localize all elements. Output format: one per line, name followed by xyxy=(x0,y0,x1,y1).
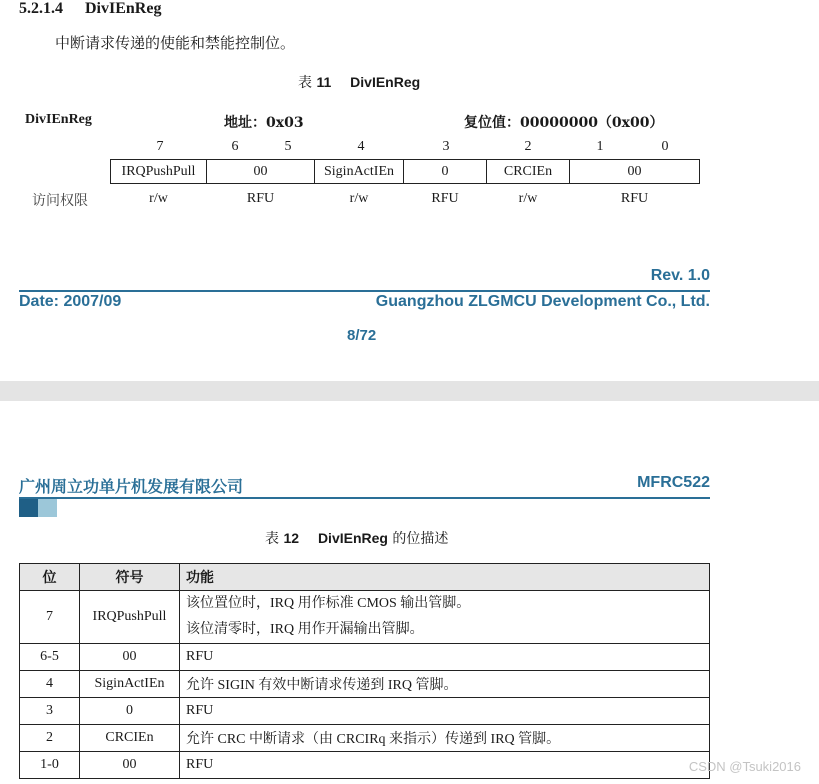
caption-name: DivIEnReg xyxy=(317,530,388,546)
table11-caption xyxy=(298,72,420,92)
function-line: 该位置位时，IRQ 用作标准 CMOS 输出管脚。 xyxy=(186,596,471,611)
table-row xyxy=(20,591,710,644)
bit-number: 2 xyxy=(524,139,532,154)
access-label: 访问权限 xyxy=(32,193,88,209)
header-product: MFRC522 xyxy=(637,474,710,491)
header-block-light xyxy=(38,499,57,517)
section-heading xyxy=(19,0,161,18)
page-separator xyxy=(0,381,819,401)
intro-text: 中断请求传递的使能和禁能控制位。 xyxy=(55,34,296,52)
row-function: RFU xyxy=(180,698,710,725)
access-value: r/w xyxy=(149,191,168,206)
section-number: 5.2.1.4 xyxy=(19,0,63,17)
header-bit: 位 xyxy=(20,564,80,591)
bit-number: 6 xyxy=(231,139,239,154)
caption-suffix: 的位描述 xyxy=(392,531,449,547)
function-line: 该位清零时，IRQ 用作开漏输出管脚。 xyxy=(186,622,424,637)
footer-rule xyxy=(19,290,710,292)
table-header-row xyxy=(20,564,710,591)
caption-prefix: 表 xyxy=(298,75,312,91)
table12-caption xyxy=(265,528,448,548)
bit-number: 0 xyxy=(661,139,669,154)
access-value: RFU xyxy=(246,191,275,206)
table-row xyxy=(20,644,710,671)
row-symbol: 00 xyxy=(80,644,180,671)
header-function: 功能 xyxy=(180,564,710,591)
section-title: DivIEnReg xyxy=(85,0,162,17)
row-symbol: 00 xyxy=(80,752,180,779)
row-bit: 2 xyxy=(20,725,80,752)
watermark: CSDN @Tsuki2016 xyxy=(688,759,801,774)
footer-date: Date: 2007/09 xyxy=(19,293,122,310)
reg-field-siginactien: SiginActIEn xyxy=(314,159,404,184)
header-rule xyxy=(19,497,710,499)
reg-field-bits-6-5: 00 xyxy=(206,159,315,184)
reg-field-crcien: CRCIEn xyxy=(486,159,570,184)
caption-name: DivIEnReg xyxy=(350,74,421,90)
row-bit: 4 xyxy=(20,671,80,698)
caption-prefix: 表 xyxy=(265,531,279,547)
register-name: DivIEnReg xyxy=(25,112,92,127)
row-symbol: SiginActIEn xyxy=(80,671,180,698)
bit-number: 1 xyxy=(596,139,604,154)
footer-page-number: 8/72 xyxy=(347,327,377,344)
row-function: 允许 SIGIN 有效中断请求传递到 IRQ 管脚。 xyxy=(180,671,710,698)
header-block-dark xyxy=(19,499,38,517)
bit-number: 5 xyxy=(284,139,292,154)
access-value: RFU xyxy=(431,191,459,206)
caption-number: 12 xyxy=(283,530,300,546)
row-function xyxy=(180,591,710,644)
bit-description-table xyxy=(19,563,710,779)
row-bit: 1-0 xyxy=(20,752,80,779)
row-bit: 6-5 xyxy=(20,644,80,671)
table-row xyxy=(20,725,710,752)
row-symbol: IRQPushPull xyxy=(80,591,180,644)
row-symbol: 0 xyxy=(80,698,180,725)
table-row xyxy=(20,671,710,698)
register-reset-value: 复位值：00000000（0x00） xyxy=(464,115,664,131)
row-function: RFU xyxy=(180,644,710,671)
footer-rev: Rev. 1.0 xyxy=(650,267,710,284)
footer-company: Guangzhou ZLGMCU Development Co., Ltd. xyxy=(375,293,710,310)
row-symbol: CRCIEn xyxy=(80,725,180,752)
row-bit: 3 xyxy=(20,698,80,725)
access-value: RFU xyxy=(620,191,649,206)
row-bit: 7 xyxy=(20,591,80,644)
register-address: 地址：0x03 xyxy=(224,115,304,131)
table-row xyxy=(20,752,710,779)
reg-field-bits-1-0: 00 xyxy=(569,159,700,184)
header-company: 广州周立功单片机发展有限公司 xyxy=(19,477,244,496)
header-symbol: 符号 xyxy=(80,564,180,591)
bit-number: 3 xyxy=(442,139,450,154)
reg-field-irqpushpull: IRQPushPull xyxy=(110,159,207,184)
row-function: RFU xyxy=(180,752,710,779)
bit-number: 7 xyxy=(156,139,164,154)
table-row xyxy=(20,698,710,725)
access-value: r/w xyxy=(518,191,538,206)
bit-number: 4 xyxy=(357,139,365,154)
access-value: r/w xyxy=(349,191,369,206)
row-function: 允许 CRC 中断请求（由 CRCIRq 来指示）传递到 IRQ 管脚。 xyxy=(180,725,710,752)
reg-field-bit-3: 0 xyxy=(403,159,487,184)
caption-number: 11 xyxy=(316,74,332,90)
